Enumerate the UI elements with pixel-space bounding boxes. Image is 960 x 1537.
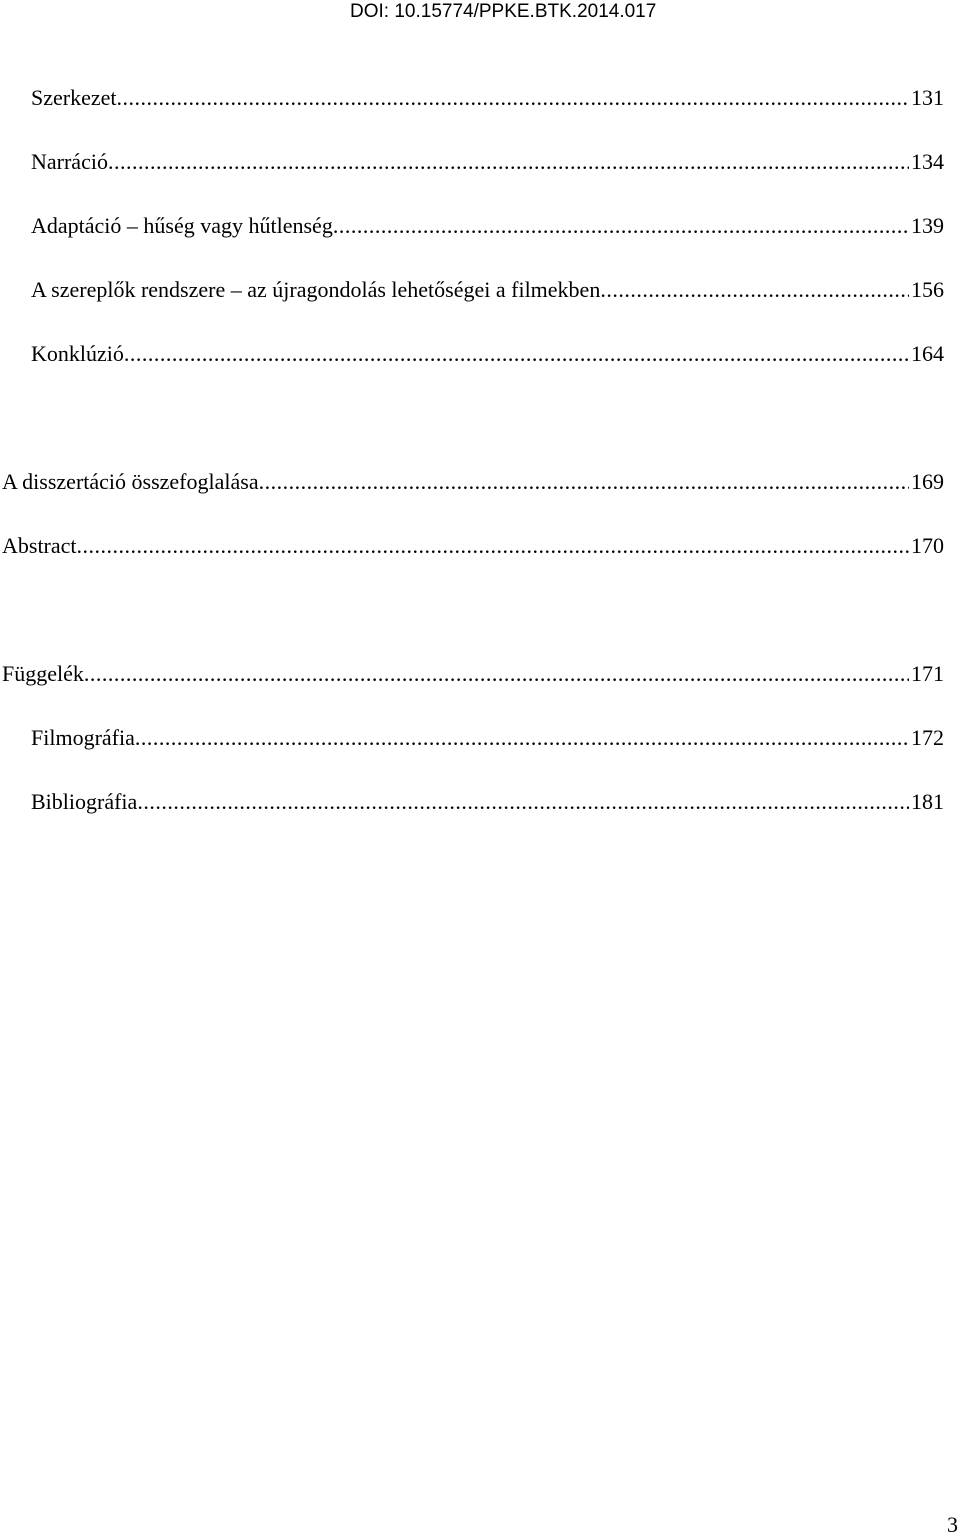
toc-entry-title: Narráció	[31, 149, 108, 174]
toc-entry-page: 172	[911, 725, 944, 750]
toc-dot-leader	[259, 468, 909, 496]
toc-entry-bibliografia[interactable]	[31, 788, 944, 816]
toc-entry-abstract[interactable]	[2, 532, 944, 560]
toc-dot-leader	[333, 212, 909, 240]
toc-dot-leader	[124, 340, 909, 368]
toc-entry-title: Függelék	[2, 661, 84, 686]
toc-dot-leader	[135, 724, 909, 752]
toc-entry-page: 171	[911, 661, 944, 686]
toc-entry-page: 134	[911, 149, 944, 174]
toc-entry-szerkezet[interactable]	[31, 84, 944, 112]
toc-entry-title: Adaptáció – hűség vagy hűtlenség	[31, 213, 333, 238]
toc-entry-page: 164	[911, 341, 944, 366]
toc-dot-leader	[84, 660, 909, 688]
toc-dot-leader	[77, 532, 909, 560]
toc-entry-adaptacio[interactable]	[31, 212, 944, 240]
page-number: 3	[947, 1512, 958, 1537]
toc-entry-title: A szereplők rendszere – az újragondolás lehetőségei a filmekben	[31, 277, 601, 302]
toc-dot-leader	[117, 84, 910, 112]
toc-entry-page: 169	[911, 469, 944, 494]
toc-entry-osszefoglalas[interactable]	[2, 468, 944, 496]
toc-entry-page: 131	[911, 85, 944, 110]
toc-entry-fuggelek[interactable]	[2, 660, 944, 688]
toc-entry-filmografia[interactable]	[31, 724, 944, 752]
toc-entry-page: 156	[911, 277, 944, 302]
toc-entry-page: 139	[911, 213, 944, 238]
toc-entry-title: Konklúzió	[31, 341, 124, 366]
toc-entry-narracio[interactable]	[31, 148, 944, 176]
toc-entry-page: 170	[911, 533, 944, 558]
toc-dot-leader	[600, 276, 909, 304]
toc-entry-title: Szerkezet	[31, 85, 117, 110]
toc-entry-konkluzio[interactable]	[31, 340, 944, 368]
toc-entry-title: Filmográfia	[31, 725, 135, 750]
toc-entry-title: Bibliográfia	[31, 789, 138, 814]
toc-dot-leader	[108, 148, 909, 176]
toc-entry-title: A disszertáció összefoglalása	[2, 469, 259, 494]
toc-dot-leader	[137, 788, 909, 816]
toc-entry-title: Abstract	[2, 533, 77, 558]
toc-entry-szereplok[interactable]	[31, 276, 944, 304]
doi-header: DOI: 10.15774/PPKE.BTK.2014.017	[350, 1, 657, 22]
toc-entry-page: 181	[911, 789, 944, 814]
